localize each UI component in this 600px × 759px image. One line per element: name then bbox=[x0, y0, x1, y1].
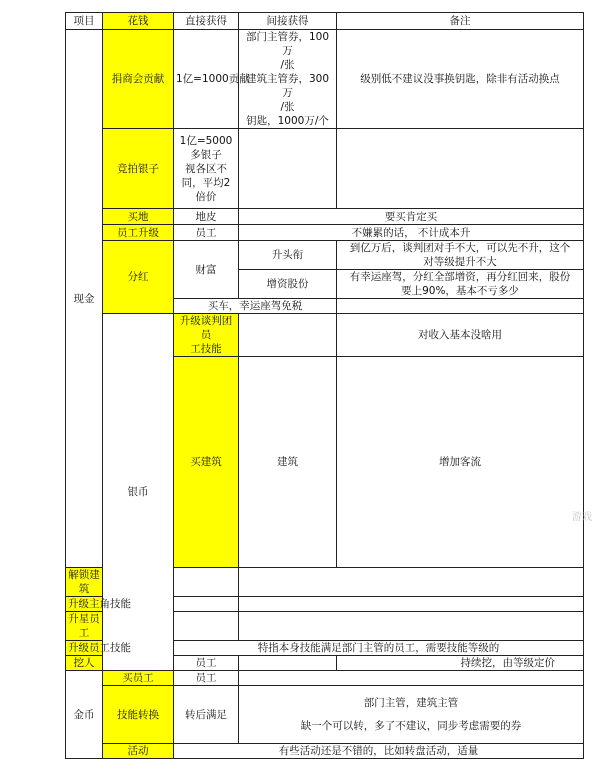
table-row bbox=[66, 209, 584, 225]
indirect-gain: 升头衔 bbox=[239, 241, 337, 270]
note: 要买肯定买 bbox=[239, 209, 584, 225]
item-line: 升级谈判团员 bbox=[179, 315, 233, 341]
note: 对收入基本没啥用 bbox=[337, 314, 584, 357]
indirect-line: /张 bbox=[280, 59, 295, 71]
indirect-gain: 增加客流 bbox=[337, 357, 584, 568]
note-line: 部门主管，建筑主管 bbox=[363, 697, 459, 709]
spend-item: 买地 bbox=[103, 209, 174, 225]
direct-gain bbox=[239, 314, 337, 357]
direct-gain bbox=[174, 597, 239, 612]
spend-item: 捐商会贡献 bbox=[103, 30, 174, 129]
note-line: 到亿万后，谈判团对手不大，可以先不升，这个 bbox=[349, 242, 571, 254]
table-row bbox=[66, 30, 584, 129]
note: 特指本身技能满足部门主管的员工，需要技能等级的 bbox=[174, 641, 584, 656]
table-row bbox=[66, 314, 584, 357]
table-row bbox=[66, 686, 584, 744]
note bbox=[337, 241, 584, 270]
note: 持续挖，由等级定价 bbox=[337, 656, 584, 671]
spend-item: 买建筑 bbox=[174, 357, 239, 568]
indirect-line: 建筑主管券，300万 bbox=[245, 73, 330, 99]
direct-line: 1亿=5000 bbox=[179, 134, 233, 147]
category-cash: 现金 bbox=[66, 30, 103, 568]
header-row bbox=[66, 13, 584, 30]
direct-gain bbox=[174, 612, 239, 641]
direct-line: 倍价 bbox=[195, 190, 217, 203]
table-row bbox=[66, 129, 584, 209]
header-spend: 花钱 bbox=[103, 13, 174, 30]
direct-gain: 1亿=1000贡献 bbox=[174, 30, 239, 129]
header-direct: 直接获得 bbox=[174, 13, 239, 30]
note: 有些活动还是不错的，比如转盘活动，适量 bbox=[174, 744, 584, 759]
table-row bbox=[66, 744, 584, 759]
direct-gain: 员工 bbox=[174, 671, 239, 686]
spend-item: 升级员工技能 bbox=[66, 641, 103, 656]
spend-item: 买员工 bbox=[103, 671, 174, 686]
direct-gain: 员工 bbox=[174, 656, 239, 671]
indirect-line: 钥匙，1000万/个 bbox=[246, 115, 329, 127]
note bbox=[239, 568, 584, 597]
note-line: 对等级提升不大 bbox=[423, 256, 497, 268]
note: 级别低不建议没事换钥匙，除非有活动换点 bbox=[337, 30, 584, 129]
spend-item: 升星员工 bbox=[66, 612, 103, 641]
indirect-line: /张 bbox=[280, 101, 295, 113]
header-project: 项目 bbox=[66, 13, 103, 30]
table-row bbox=[66, 225, 584, 241]
direct-gain: 建筑 bbox=[239, 357, 337, 568]
header-note: 备注 bbox=[337, 13, 584, 30]
indirect-gain: 增资股份 bbox=[239, 270, 337, 299]
table-row bbox=[66, 241, 584, 270]
spend-item: 分红 bbox=[103, 241, 174, 314]
indirect-gain: 买车，幸运座驾免税 bbox=[174, 299, 337, 314]
direct-gain: 财富 bbox=[174, 241, 239, 299]
item-line: 工技能 bbox=[190, 343, 222, 355]
indirect-line: 部门主管券，100万 bbox=[245, 31, 330, 57]
table-row bbox=[66, 671, 584, 686]
direct-gain: 地皮 bbox=[174, 209, 239, 225]
watermark: 游戏 bbox=[572, 512, 592, 523]
direct-gain bbox=[174, 568, 239, 597]
note bbox=[337, 129, 584, 209]
direct-gain: 转后满足 bbox=[174, 686, 239, 744]
category-gold: 金币 bbox=[66, 671, 103, 759]
note bbox=[239, 597, 584, 612]
note bbox=[337, 270, 584, 299]
direct-gain: 员工 bbox=[174, 225, 239, 241]
header-indirect: 间接获得 bbox=[239, 13, 337, 30]
spend-item: 挖人 bbox=[66, 656, 103, 671]
indirect-gain bbox=[239, 656, 337, 671]
note: 不嫌累的话， 不计成本升 bbox=[239, 225, 584, 241]
direct-gain bbox=[174, 129, 239, 209]
indirect-gain bbox=[239, 129, 337, 209]
note-line: 缺一个可以转，多了不建议，同步考虑需要的券 bbox=[300, 720, 522, 732]
money-usage-table bbox=[65, 12, 584, 759]
category-silver: 银币 bbox=[103, 314, 174, 671]
direct-line: 同，平均2 bbox=[181, 176, 231, 189]
spend-item: 竞拍银子 bbox=[103, 129, 174, 209]
direct-line: 视各区不 bbox=[185, 162, 227, 175]
note bbox=[239, 686, 584, 744]
spend-item: 技能转换 bbox=[103, 686, 174, 744]
note-line: 有幸运座驾，分红全部增资，再分红回来，股份 bbox=[349, 271, 571, 283]
note bbox=[239, 612, 584, 641]
spend-item: 员工升级 bbox=[103, 225, 174, 241]
spend-item: 活动 bbox=[103, 744, 174, 759]
indirect-gain bbox=[239, 30, 337, 129]
note-line: 要上90%，基本不亏多少 bbox=[401, 285, 519, 297]
spend-item bbox=[174, 314, 239, 357]
note bbox=[337, 299, 584, 314]
note bbox=[239, 671, 584, 686]
direct-line: 多银子 bbox=[190, 148, 222, 161]
spend-item: 升级主角技能 bbox=[66, 597, 103, 612]
spend-item: 解锁建筑 bbox=[66, 568, 103, 597]
